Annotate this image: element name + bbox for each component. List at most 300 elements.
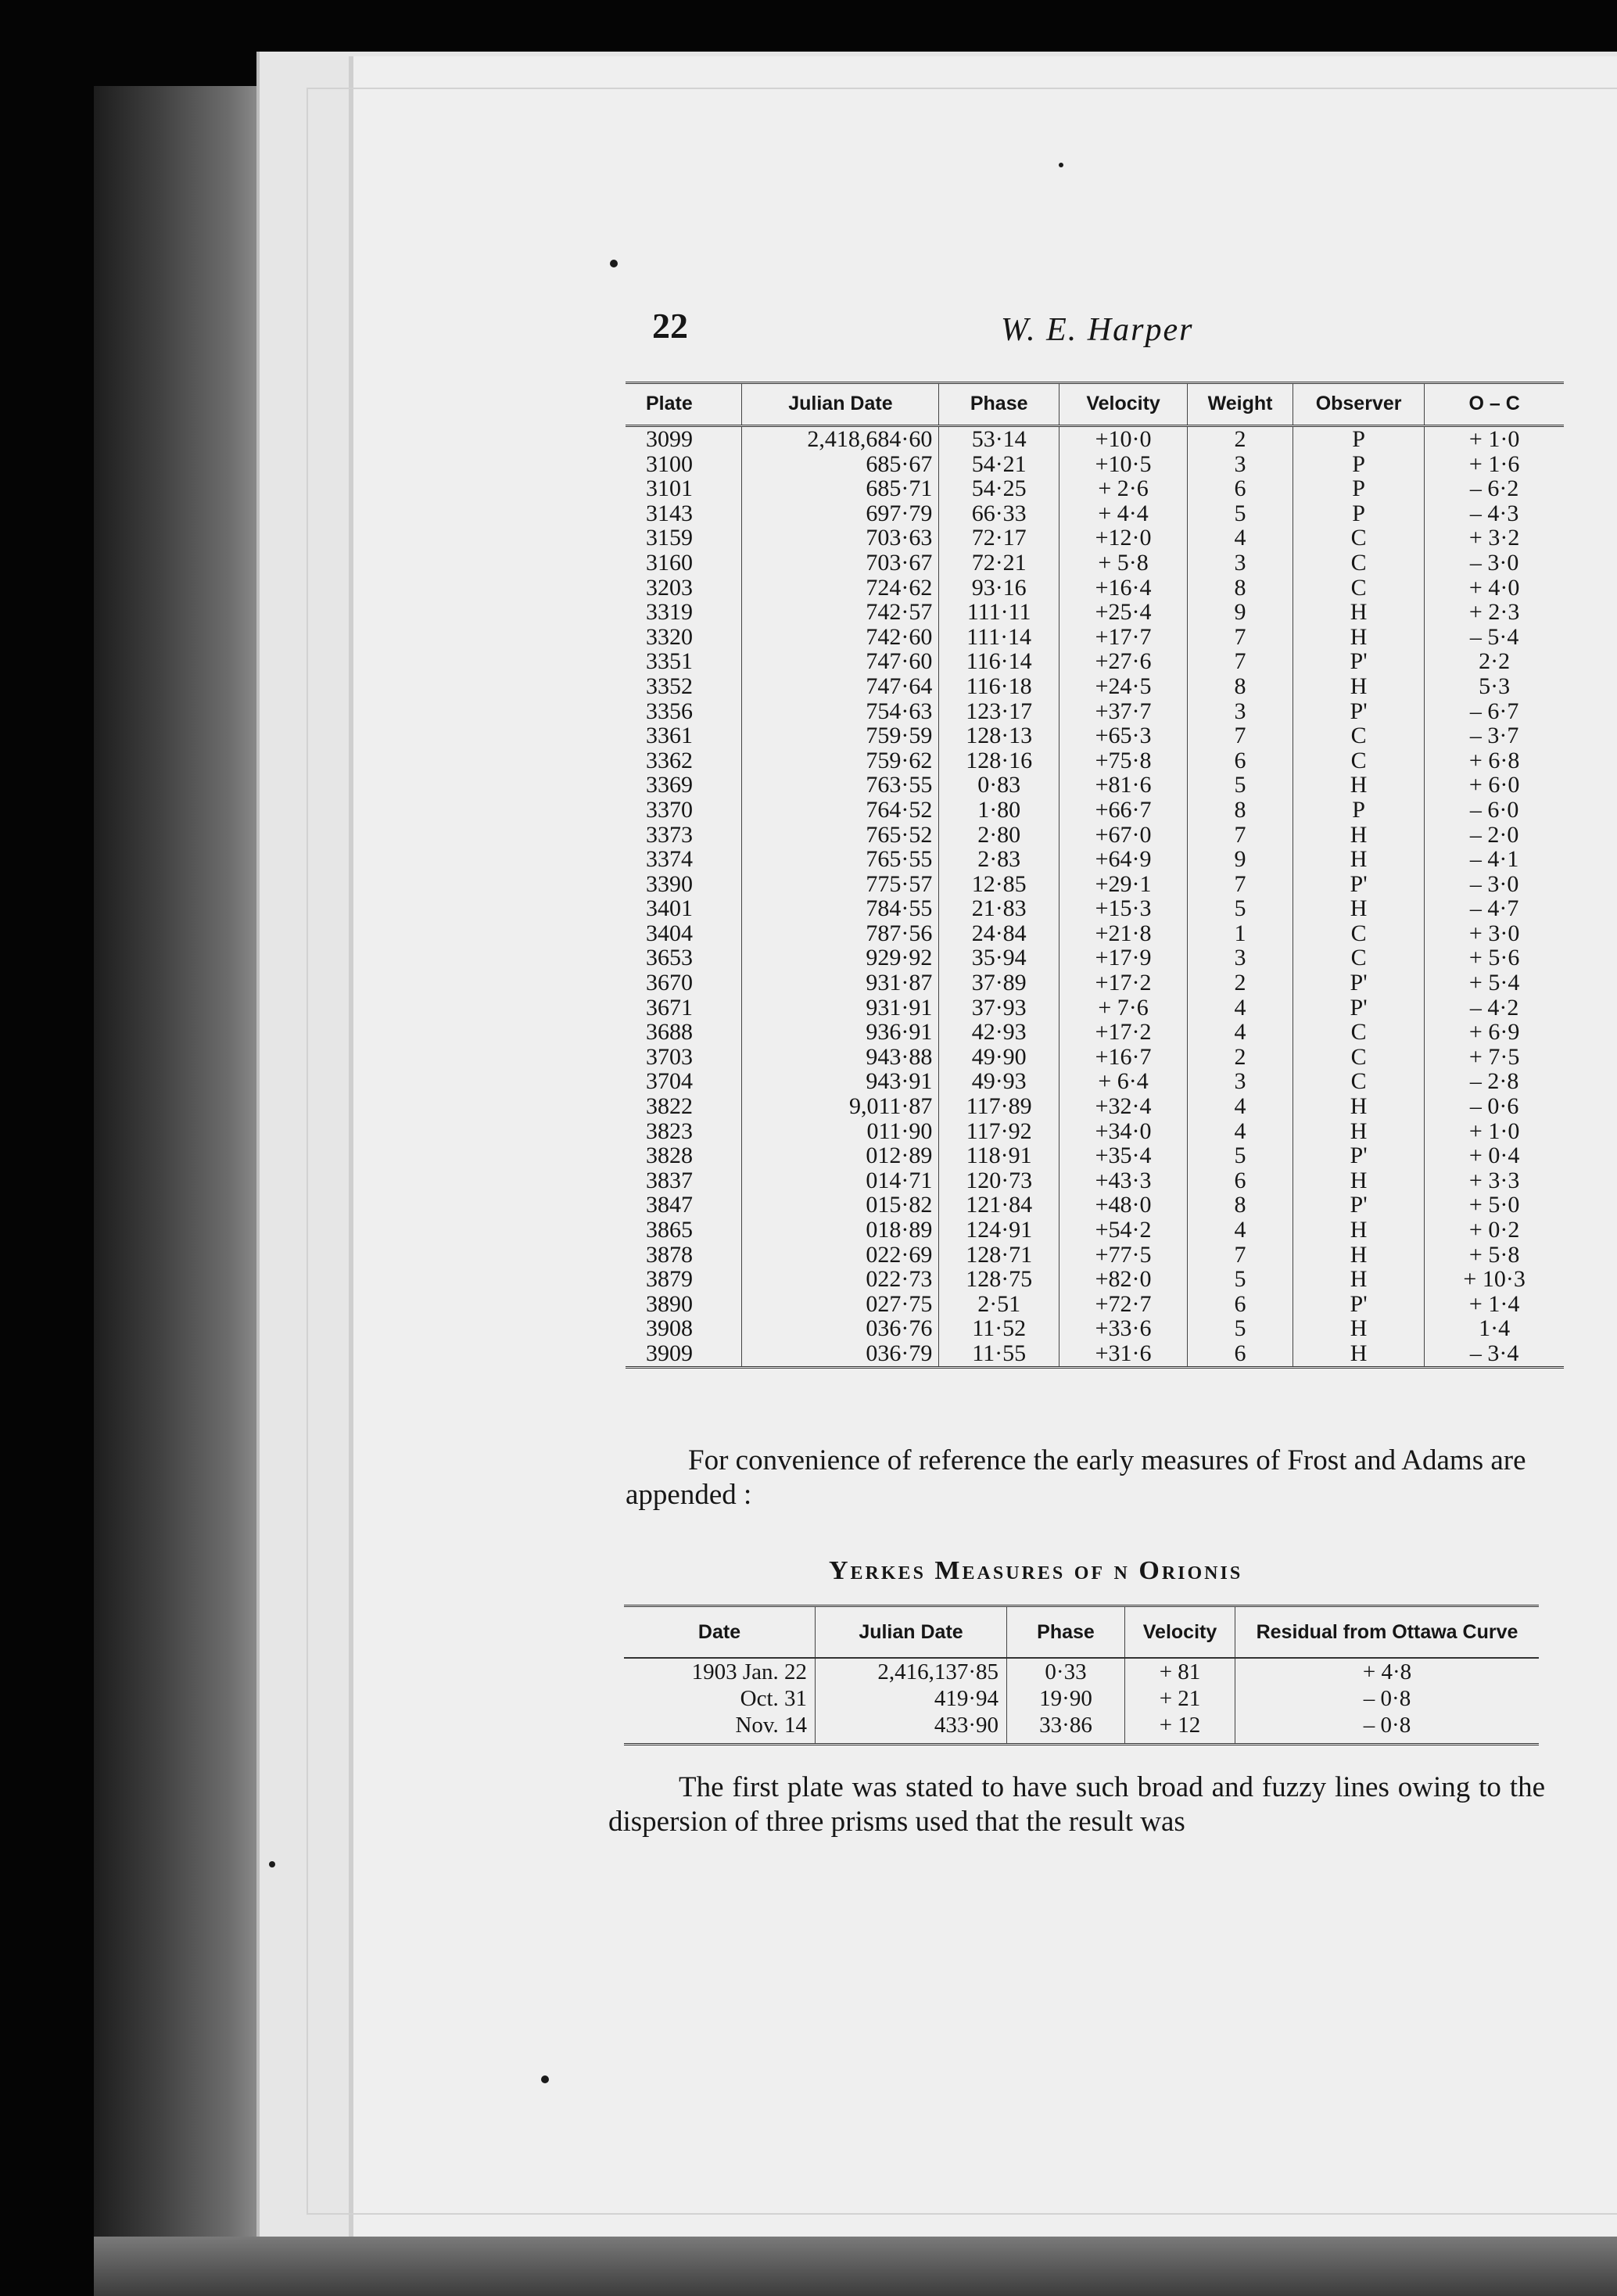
cell-phase: 12·85	[939, 872, 1059, 897]
cell-plate: 3670	[646, 970, 693, 996]
cell-julian-date: 022·73	[742, 1267, 939, 1292]
col-header-velocity: Velocity	[1125, 1606, 1235, 1659]
cell-julian-date: 022·69	[742, 1243, 939, 1268]
table-row	[626, 501, 1564, 526]
cell-observer: H	[1293, 1267, 1424, 1292]
cell-o-minus-c: + 5·8	[1425, 1243, 1564, 1268]
cell-julian-date: 015·82	[742, 1193, 939, 1218]
cell-velocity: +17·2	[1059, 970, 1188, 996]
cell-o-minus-c: – 2·8	[1425, 1069, 1564, 1094]
cell-o-minus-c: + 3·3	[1425, 1168, 1564, 1193]
cell-velocity: +72·7	[1059, 1292, 1188, 1317]
cell-phase: 123·17	[939, 699, 1059, 724]
cell-plate: 3822	[646, 1093, 693, 1120]
cell-plate: 3203	[646, 574, 693, 601]
cell-observer: P'	[1293, 970, 1424, 996]
cell-weight: 8	[1188, 798, 1293, 823]
running-head: W. E. Harper	[1001, 312, 1194, 348]
cell-observer: C	[1293, 526, 1424, 551]
cell-julian-date: 433·90	[816, 1712, 1007, 1745]
table-row	[626, 1316, 1564, 1341]
cell-date: 1903 Jan. 22	[691, 1659, 807, 1684]
cell-o-minus-c: + 6·8	[1425, 748, 1564, 773]
cell-phase: 49·93	[939, 1069, 1059, 1094]
table-row	[624, 1658, 1539, 1685]
cell-julian-date: 2,418,684·60	[742, 426, 939, 452]
cell-velocity: +10·5	[1059, 452, 1188, 477]
cell-phase: 54·25	[939, 476, 1059, 501]
cell-o-minus-c: – 4·7	[1425, 896, 1564, 921]
cell-o-minus-c: – 3·7	[1425, 723, 1564, 748]
cell-o-minus-c: + 1·0	[1425, 426, 1564, 452]
table-row	[626, 476, 1564, 501]
cell-observer: P'	[1293, 1292, 1424, 1317]
cell-phase: 42·93	[939, 1020, 1059, 1045]
col-header-o-minus-c: O – C	[1425, 383, 1564, 426]
cell-weight: 6	[1188, 1168, 1293, 1193]
cell-residual: – 0·8	[1235, 1712, 1540, 1745]
cell-phase: 120·73	[939, 1168, 1059, 1193]
cell-velocity: +12·0	[1059, 526, 1188, 551]
table-row	[626, 600, 1564, 625]
cell-plate: 3320	[646, 623, 693, 650]
ink-speck	[1059, 163, 1063, 167]
cell-observer: P	[1293, 476, 1424, 501]
cell-velocity: +24·5	[1059, 674, 1188, 699]
cell-o-minus-c: + 4·0	[1425, 576, 1564, 601]
cell-velocity: + 81	[1125, 1658, 1235, 1685]
cell-julian-date: 703·67	[742, 551, 939, 576]
cell-phase: 49·90	[939, 1045, 1059, 1070]
cell-phase: 117·89	[939, 1094, 1059, 1119]
cell-velocity: +33·6	[1059, 1316, 1188, 1341]
cell-plate: 3160	[646, 549, 693, 576]
cell-julian-date: 036·76	[742, 1316, 939, 1341]
cell-observer: C	[1293, 723, 1424, 748]
cell-weight: 5	[1188, 773, 1293, 798]
cell-plate: 3319	[646, 599, 693, 626]
cell-phase: 2·80	[939, 823, 1059, 848]
cell-o-minus-c: + 5·0	[1425, 1193, 1564, 1218]
cell-julian-date: 036·79	[742, 1341, 939, 1367]
cell-o-minus-c: – 6·7	[1425, 699, 1564, 724]
yerkes-table-title: Yerkes Measures of ν Orionis	[829, 1556, 1243, 1585]
col-header-julian-date: Julian Date	[816, 1606, 1007, 1659]
cell-date: Nov. 14	[624, 1712, 816, 1745]
cell-o-minus-c: + 2·3	[1425, 600, 1564, 625]
cell-julian-date: 784·55	[742, 896, 939, 921]
cell-weight: 3	[1188, 551, 1293, 576]
cell-plate: 3361	[646, 723, 693, 749]
cell-phase: 35·94	[939, 945, 1059, 970]
cell-observer: P'	[1293, 996, 1424, 1021]
table-row	[626, 1045, 1564, 1070]
table-row	[626, 1218, 1564, 1243]
cell-plate: 3878	[646, 1241, 693, 1268]
cell-observer: H	[1293, 823, 1424, 848]
cell-weight: 7	[1188, 649, 1293, 674]
table-row	[626, 921, 1564, 946]
cell-julian-date: 754·63	[742, 699, 939, 724]
cell-julian-date: 929·92	[742, 945, 939, 970]
col-header-weight: Weight	[1188, 383, 1293, 426]
table-row	[626, 1292, 1564, 1317]
cell-weight: 7	[1188, 872, 1293, 897]
cell-julian-date: 943·91	[742, 1069, 939, 1094]
cell-phase: 66·33	[939, 501, 1059, 526]
cell-o-minus-c: – 2·0	[1425, 823, 1564, 848]
cell-velocity: +54·2	[1059, 1218, 1188, 1243]
cell-velocity: +27·6	[1059, 649, 1188, 674]
table-header-row	[624, 1606, 1539, 1659]
cell-phase: 128·13	[939, 723, 1059, 748]
cell-plate: 3908	[646, 1315, 693, 1342]
table-row	[626, 576, 1564, 601]
cell-julian-date: 931·91	[742, 996, 939, 1021]
cell-weight: 7	[1188, 823, 1293, 848]
cell-weight: 4	[1188, 1119, 1293, 1144]
cell-observer: P'	[1293, 699, 1424, 724]
table-row	[626, 452, 1564, 477]
cell-observer: H	[1293, 600, 1424, 625]
table-row	[626, 551, 1564, 576]
cell-observer: C	[1293, 576, 1424, 601]
cell-weight: 4	[1188, 996, 1293, 1021]
cell-weight: 7	[1188, 723, 1293, 748]
cell-plate: 3879	[646, 1266, 693, 1293]
cell-plate: 3823	[646, 1118, 693, 1144]
cell-julian-date: 763·55	[742, 773, 939, 798]
cell-residual: – 0·8	[1235, 1685, 1540, 1712]
cell-observer: P	[1293, 426, 1424, 452]
cell-observer: C	[1293, 551, 1424, 576]
table-row	[626, 1143, 1564, 1168]
cell-o-minus-c: + 3·0	[1425, 921, 1564, 946]
cell-plate: 3653	[646, 945, 693, 971]
cell-phase: 53·14	[939, 426, 1059, 452]
cell-julian-date: 931·87	[742, 970, 939, 996]
cell-weight: 8	[1188, 674, 1293, 699]
cell-plate: 3847	[646, 1192, 693, 1218]
cell-observer: H	[1293, 1094, 1424, 1119]
cell-o-minus-c: 2·2	[1425, 649, 1564, 674]
table-row	[626, 625, 1564, 650]
cell-observer: C	[1293, 1020, 1424, 1045]
cell-o-minus-c: + 6·9	[1425, 1020, 1564, 1045]
cell-weight: 4	[1188, 526, 1293, 551]
cell-o-minus-c: – 0·6	[1425, 1094, 1564, 1119]
cell-phase: 21·83	[939, 896, 1059, 921]
cell-residual: + 4·8	[1235, 1658, 1540, 1685]
cell-weight: 6	[1188, 1292, 1293, 1317]
cell-observer: C	[1293, 1045, 1424, 1070]
cell-weight: 2	[1188, 970, 1293, 996]
table-body	[624, 1658, 1539, 1745]
cell-velocity: +67·0	[1059, 823, 1188, 848]
cell-o-minus-c: + 1·0	[1425, 1119, 1564, 1144]
cell-o-minus-c: – 4·3	[1425, 501, 1564, 526]
cell-julian-date: 759·62	[742, 748, 939, 773]
cell-o-minus-c: + 7·5	[1425, 1045, 1564, 1070]
cell-velocity: +66·7	[1059, 798, 1188, 823]
cell-observer: P	[1293, 501, 1424, 526]
table-row	[626, 674, 1564, 699]
cell-o-minus-c: – 5·4	[1425, 625, 1564, 650]
col-header-velocity: Velocity	[1059, 383, 1188, 426]
table-row	[626, 798, 1564, 823]
cell-julian-date: 765·55	[742, 847, 939, 872]
table-row	[626, 1341, 1564, 1367]
cell-julian-date: 018·89	[742, 1218, 939, 1243]
cell-velocity: +16·4	[1059, 576, 1188, 601]
cell-observer: C	[1293, 748, 1424, 773]
cell-phase: 2·51	[939, 1292, 1059, 1317]
table-row	[626, 823, 1564, 848]
cell-velocity: +64·9	[1059, 847, 1188, 872]
table-row	[626, 1168, 1564, 1193]
cell-velocity: + 2·6	[1059, 476, 1188, 501]
page-number: 22	[652, 306, 688, 346]
cell-velocity: +17·7	[1059, 625, 1188, 650]
cell-velocity: +16·7	[1059, 1045, 1188, 1070]
cell-plate: 3390	[646, 870, 693, 897]
cell-velocity: +65·3	[1059, 723, 1188, 748]
ink-speck	[269, 1861, 275, 1867]
cell-phase: 118·91	[939, 1143, 1059, 1168]
cell-observer: P'	[1293, 1193, 1424, 1218]
cell-phase: 72·21	[939, 551, 1059, 576]
cell-observer: C	[1293, 1069, 1424, 1094]
cell-o-minus-c: 5·3	[1425, 674, 1564, 699]
cell-weight: 5	[1188, 1267, 1293, 1292]
cell-plate: 3890	[646, 1290, 693, 1317]
cell-plate: 3351	[646, 648, 693, 675]
scan-shadow	[94, 86, 274, 2296]
table-row	[626, 896, 1564, 921]
cell-julian-date: 724·62	[742, 576, 939, 601]
col-header-observer: Observer	[1293, 383, 1424, 426]
cell-phase: 0·33	[1007, 1658, 1125, 1685]
cell-plate: 3837	[646, 1167, 693, 1193]
cell-observer: P	[1293, 452, 1424, 477]
cell-velocity: + 4·4	[1059, 501, 1188, 526]
table-row	[626, 872, 1564, 897]
cell-weight: 7	[1188, 625, 1293, 650]
cell-weight: 4	[1188, 1020, 1293, 1045]
cell-velocity: +77·5	[1059, 1243, 1188, 1268]
cell-velocity: + 7·6	[1059, 996, 1188, 1021]
cell-weight: 6	[1188, 748, 1293, 773]
cell-plate: 3101	[646, 475, 693, 502]
cell-julian-date: 759·59	[742, 723, 939, 748]
cell-o-minus-c: – 6·2	[1425, 476, 1564, 501]
cell-phase: 121·84	[939, 1193, 1059, 1218]
table-row	[626, 649, 1564, 674]
cell-weight: 2	[1188, 426, 1293, 452]
cell-phase: 0·83	[939, 773, 1059, 798]
col-header-date: Date	[624, 1606, 816, 1659]
cell-julian-date: 697·79	[742, 501, 939, 526]
cell-phase: 116·18	[939, 674, 1059, 699]
table-row	[626, 996, 1564, 1021]
table-row	[626, 945, 1564, 970]
table-row	[626, 1094, 1564, 1119]
cell-observer: H	[1293, 773, 1424, 798]
cell-observer: H	[1293, 1316, 1424, 1341]
col-header-julian-date: Julian Date	[742, 383, 939, 426]
cell-phase: 11·52	[939, 1316, 1059, 1341]
table-row	[626, 1119, 1564, 1144]
cell-velocity: +31·6	[1059, 1341, 1188, 1367]
cell-plate: 3909	[626, 1341, 742, 1367]
cell-phase: 37·89	[939, 970, 1059, 996]
cell-phase: 124·91	[939, 1218, 1059, 1243]
cell-weight: 5	[1188, 896, 1293, 921]
cell-phase: 2·83	[939, 847, 1059, 872]
cell-julian-date: 764·52	[742, 798, 939, 823]
cell-velocity: +15·3	[1059, 896, 1188, 921]
cell-julian-date: 011·90	[742, 1119, 939, 1144]
cell-observer: P'	[1293, 1143, 1424, 1168]
cell-o-minus-c: 1·4	[1425, 1316, 1564, 1341]
cell-julian-date: 419·94	[816, 1685, 1007, 1712]
cell-phase: 116·14	[939, 649, 1059, 674]
cell-observer: H	[1293, 1243, 1424, 1268]
cell-plate: 3373	[646, 821, 693, 848]
cell-plate: 3356	[646, 698, 693, 724]
cell-julian-date: 012·89	[742, 1143, 939, 1168]
cell-phase: 93·16	[939, 576, 1059, 601]
ink-speck	[610, 260, 618, 267]
paragraph-first-plate: The first plate was stated to have such broad and fuzzy lines owing to the dispersion of three prisms used that the result was	[608, 1771, 1545, 1838]
cell-weight: 7	[1188, 1243, 1293, 1268]
table-row	[626, 1069, 1564, 1094]
cell-o-minus-c: + 6·0	[1425, 773, 1564, 798]
cell-o-minus-c: + 0·4	[1425, 1143, 1564, 1168]
cell-phase: 24·84	[939, 921, 1059, 946]
cell-julian-date: 027·75	[742, 1292, 939, 1317]
table-row	[626, 773, 1564, 798]
cell-observer: H	[1293, 847, 1424, 872]
observations-table	[626, 382, 1564, 1369]
cell-plate: 3362	[646, 747, 693, 773]
table-row	[626, 699, 1564, 724]
cell-velocity: +10·0	[1059, 426, 1188, 452]
cell-plate: 3865	[646, 1217, 693, 1243]
cell-velocity: +43·3	[1059, 1168, 1188, 1193]
paragraph-reference-note: For convenience of reference the early measures of Frost and Adams are appended :	[626, 1444, 1526, 1511]
cell-velocity: +21·8	[1059, 921, 1188, 946]
cell-plate: 3143	[646, 500, 693, 526]
cell-o-minus-c: – 4·1	[1425, 847, 1564, 872]
scan-bottom-edge	[94, 2237, 1617, 2296]
cell-phase: 19·90	[1007, 1685, 1125, 1712]
col-header-phase: Phase	[1007, 1606, 1125, 1659]
cell-julian-date: 703·63	[742, 526, 939, 551]
cell-phase: 11·55	[939, 1341, 1059, 1367]
cell-julian-date: 9,011·87	[742, 1094, 939, 1119]
cell-velocity: +48·0	[1059, 1193, 1188, 1218]
cell-velocity: +34·0	[1059, 1119, 1188, 1144]
cell-velocity: + 5·8	[1059, 551, 1188, 576]
cell-observer: H	[1293, 1119, 1424, 1144]
cell-observer: P'	[1293, 649, 1424, 674]
table-row	[626, 426, 1564, 452]
cell-velocity: +82·0	[1059, 1267, 1188, 1292]
cell-plate: 3374	[646, 846, 693, 873]
table-row	[626, 748, 1564, 773]
cell-weight: 3	[1188, 452, 1293, 477]
table-row	[626, 526, 1564, 551]
cell-observer: H	[1293, 1168, 1424, 1193]
cell-o-minus-c: – 6·0	[1425, 798, 1564, 823]
table-row	[624, 1685, 1539, 1712]
table-row	[626, 970, 1564, 996]
table-row	[626, 723, 1564, 748]
table-row	[626, 847, 1564, 872]
cell-velocity: +17·2	[1059, 1020, 1188, 1045]
cell-velocity: +75·8	[1059, 748, 1188, 773]
cell-velocity: + 12	[1125, 1712, 1235, 1745]
yerkes-table	[624, 1605, 1536, 1745]
cell-plate: 3828	[646, 1143, 693, 1169]
cell-phase: 128·71	[939, 1243, 1059, 1268]
cell-o-minus-c: – 3·0	[1425, 551, 1564, 576]
cell-velocity: +81·6	[1059, 773, 1188, 798]
cell-o-minus-c: + 0·2	[1425, 1218, 1564, 1243]
cell-weight: 1	[1188, 921, 1293, 946]
cell-plate: 3688	[646, 1019, 693, 1046]
cell-julian-date: 787·56	[742, 921, 939, 946]
table-header-row	[626, 383, 1564, 426]
cell-observer: H	[1293, 625, 1424, 650]
cell-velocity: +25·4	[1059, 600, 1188, 625]
cell-weight: 5	[1188, 1316, 1293, 1341]
cell-weight: 2	[1188, 1045, 1293, 1070]
cell-weight: 8	[1188, 1193, 1293, 1218]
cell-observer: P	[1293, 798, 1424, 823]
cell-velocity: + 21	[1125, 1685, 1235, 1712]
cell-julian-date: 747·64	[742, 674, 939, 699]
cell-weight: 9	[1188, 847, 1293, 872]
cell-date: Oct. 31	[740, 1686, 807, 1711]
cell-observer: H	[1293, 1341, 1424, 1367]
cell-weight: 6	[1188, 476, 1293, 501]
cell-plate: 3703	[646, 1043, 693, 1070]
cell-observer: C	[1293, 921, 1424, 946]
cell-o-minus-c: + 3·2	[1425, 526, 1564, 551]
cell-velocity: +35·4	[1059, 1143, 1188, 1168]
cell-phase: 33·86	[1007, 1712, 1125, 1745]
cell-weight: 3	[1188, 1069, 1293, 1094]
cell-phase: 111·14	[939, 625, 1059, 650]
cell-velocity: +29·1	[1059, 872, 1188, 897]
cell-observer: H	[1293, 896, 1424, 921]
cell-phase: 128·16	[939, 748, 1059, 773]
cell-julian-date: 2,416,137·85	[816, 1658, 1007, 1685]
cell-observer: P'	[1293, 872, 1424, 897]
cell-julian-date: 775·57	[742, 872, 939, 897]
cell-o-minus-c: + 5·6	[1425, 945, 1564, 970]
cell-o-minus-c: + 5·4	[1425, 970, 1564, 996]
cell-velocity: +17·9	[1059, 945, 1188, 970]
cell-o-minus-c: – 3·4	[1425, 1341, 1564, 1367]
cell-julian-date: 685·67	[742, 452, 939, 477]
cell-weight: 9	[1188, 600, 1293, 625]
cell-julian-date: 685·71	[742, 476, 939, 501]
col-header-phase: Phase	[939, 383, 1059, 426]
cell-phase: 54·21	[939, 452, 1059, 477]
